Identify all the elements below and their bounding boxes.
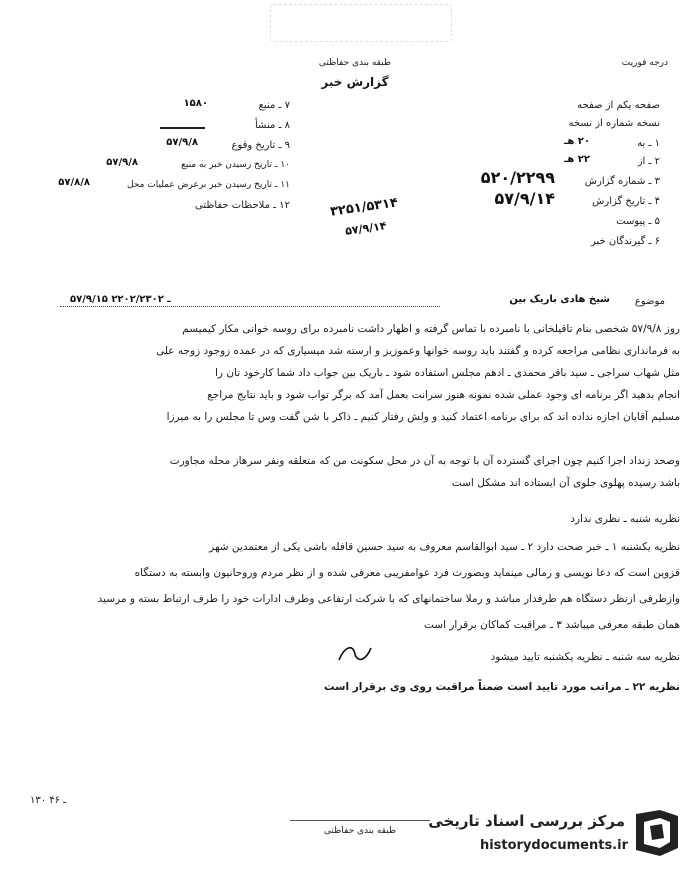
attachment-label: ۵ ـ پیوست	[616, 216, 660, 227]
body-line-1: روز ۵۷/۹/۸ شخصی بنام تاقیلخانی با نامبرده با تماس گرفته و اظهار داشت نامبرده برای روسه خوانی مکار کیمیسم	[182, 323, 680, 335]
subject-underline	[60, 306, 440, 307]
registration-number: ۳۲۵۱/۵۳۱۴	[329, 195, 399, 220]
analysis-line-2: نظریه یکشنبه ۱ ـ خبر صحت دارد ۲ ـ سید ابوالقاسم معروف به سید حسین قافله باشی یکی از معتمدین شهر	[209, 541, 680, 553]
page-number-row: صفحه یکم از صفحه	[577, 100, 660, 111]
body-line-7: باشد رسیده پهلوی جلوی آن ایستاده اند مشکل است	[451, 477, 680, 489]
news-to-source-value: ۵۷/۹/۸	[106, 157, 138, 168]
body-line-3: مثل شهاب سراجی ـ سید باقر محمدی ـ ادهم مجلس استفاده شود ـ باریک بین جواب داد شما کارخود تان را	[215, 367, 680, 379]
security-notes-label: ۱۲ ـ ملاحظات حفاظتی	[195, 200, 290, 211]
subject-reference: ۵۷/۹/۱۵ ـ ۲۲۰۲/۲۳۰۲	[70, 294, 171, 305]
footer-rule	[290, 820, 430, 821]
news-to-operations-label: ۱۱ ـ تاریخ رسیدن خبر برعرض عملیات محل	[126, 180, 290, 190]
subject-label: موضوع	[634, 296, 665, 307]
to-value: ۲۰ هـ	[563, 136, 590, 147]
report-number-value: ۵۲۰/۲۲۹۹	[480, 168, 555, 187]
top-stamp-mark	[270, 4, 452, 42]
subject-text: شیخ هادی باریک بین	[509, 294, 610, 305]
analysis-line-1: نظریه شنبه ـ نظری ندارد	[570, 513, 680, 525]
handwritten-initial	[335, 640, 375, 668]
body-line-4: انجام بدهید اگر برنامه ای وجود عملی شده نمونه هنوز سرانت بعمل آمد که برگر تواب شود و باید نتایج مراجع	[207, 389, 680, 401]
news-to-source-label: ۱۰ ـ تاریخ رسیدن خبر به منبع	[181, 160, 290, 170]
body-line-5: مسلیم آقایان اجازه نداده اند که برای برنامه اعتماد کنید و ولش رفتار کنیم ـ ذاکر با شن گفت وس تا مجلس را به میرزا	[166, 411, 680, 423]
registration-date: ۵۷/۹/۱۴	[344, 219, 388, 238]
logo-text-fa: مرکز بررسی اسناد تاریخی	[428, 812, 625, 830]
to-label: ۱ ـ به	[637, 138, 660, 149]
archive-logo-icon	[630, 808, 684, 858]
from-label: ۲ ـ از	[637, 156, 660, 167]
analysis-line-3: قزوین است که دعا نویسی و رمالی مینماید وبصورت فرد عوامفریبی معرفی شده و از نظر مردم وروحانیون وابسته به دستگاه	[134, 567, 680, 579]
recipients-label: ۶ ـ گیرندگان خبر	[590, 236, 660, 247]
analysis-line-5: همان طبقه معرفی میباشد ۳ ـ مراقبت کماکان برقرار است	[423, 619, 680, 631]
page-code: ۱۳۰ ـ ۴۶	[30, 795, 67, 806]
report-date-label: ۴ ـ تاریخ گزارش	[592, 196, 660, 207]
analysis-line-4: وازطرفی ازنظر دستگاه هم طرفدار مباشد و رملا ساختمانهای که با شرکت ارتفاعی وطرف ادارات خود را طرف ارتباط بسته و مرسید	[97, 593, 680, 605]
analysis-line-7: نظریه ۲۲ ـ مراتب مورد تایید است ضمناً مراقبت روی وی برقرار است	[324, 681, 680, 693]
copy-number-row: نسخه شماره از نسخه	[568, 118, 660, 129]
report-date-value: ۵۷/۹/۱۴	[494, 189, 555, 208]
body-line-2: به فرمانداری نظامی مراجعه کرده و گفتند باید روسه خوانها وعموزیز و ارسته شد میسیاری که در عمده زوجود زوجه علی	[156, 345, 680, 357]
classification-bottom: طبقه بندی حفاظتی	[323, 826, 397, 836]
origin-label: ۸ ـ منشأ	[254, 120, 290, 131]
news-to-operations-value: ۵۷/۸/۸	[58, 177, 90, 188]
body-line-6: وصحد زنداد اجرا کنیم چون اجرای گسترده آن با توجه به آن در محل سکونت من که متعلقه ونفر سرهاز محله مجاورت	[169, 455, 680, 467]
page-title: گزارش خبر	[321, 75, 389, 89]
occurrence-date-value: ۵۷/۹/۸	[166, 137, 198, 148]
urgency-label: درجه فوریت	[621, 58, 668, 68]
report-number-label: ۳ ـ شماره گزارش	[584, 176, 660, 187]
classification-top: طبقه بندی حفاظتی	[318, 58, 392, 68]
analysis-line-6: نظریه سه شنبه ـ نظریه یکشنبه تایید میشود	[490, 651, 680, 663]
occurrence-date-label: ۹ ـ تاریخ وقوع	[231, 140, 290, 151]
source-value: ۱۵۸۰	[183, 98, 208, 109]
origin-redaction	[160, 127, 205, 129]
logo-url: historydocuments.ir	[479, 838, 628, 853]
source-label: ۷ ـ منبع	[258, 100, 290, 111]
from-value: ۲۲ هـ	[563, 154, 590, 165]
